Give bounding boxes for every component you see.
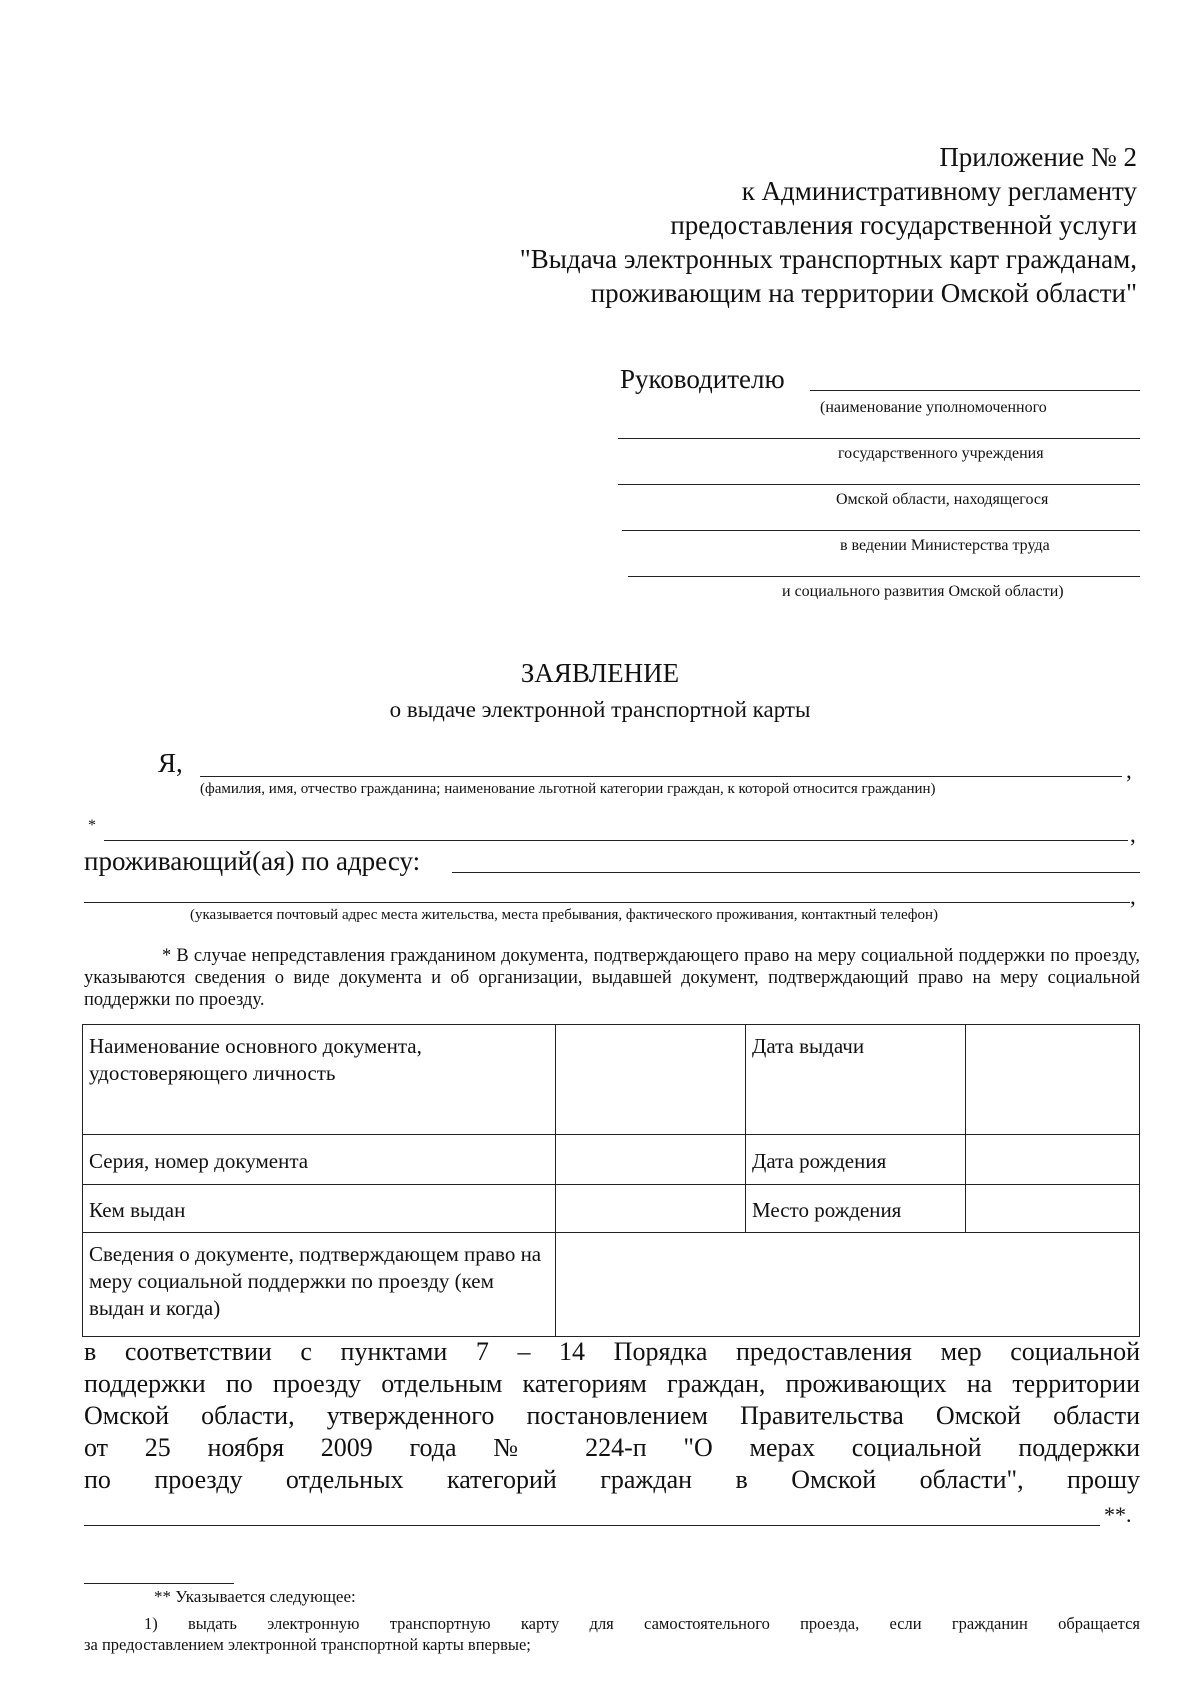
appendix-service-name-1: "Выдача электронных транспортных карт гражданам, bbox=[519, 244, 1137, 274]
addressee-hint-2: государственного учреждения bbox=[838, 445, 1044, 462]
request-line-1: в соответствии с пунктами 7 – 14 Порядка предоставления мер социальной bbox=[84, 1337, 1140, 1366]
identity-document-label: Наименование основного документа, удостоверяющего личность bbox=[83, 1025, 556, 1135]
request-line-2: поддержки по проезду отдельным категориям граждан, проживающих на территории bbox=[84, 1369, 1140, 1398]
issue-date-label: Дата выдачи bbox=[746, 1025, 966, 1135]
applicant-name-line bbox=[200, 776, 1122, 777]
addressee-hint-3: Омской области, находящегося bbox=[836, 491, 1049, 508]
appendix-number: Приложение № 2 bbox=[939, 142, 1137, 172]
footnote-separator bbox=[84, 1583, 234, 1584]
table-row bbox=[83, 1233, 1140, 1337]
applicant-name-comma: , bbox=[1126, 758, 1132, 783]
category-comma: , bbox=[1130, 822, 1136, 847]
request-line-4: от 25 ноября 2009 года № 224-п "О мерах социальной поддержки bbox=[84, 1433, 1140, 1462]
series-number-label: Серия, номер документа bbox=[83, 1135, 556, 1185]
request-double-star: **. bbox=[1104, 1502, 1132, 1527]
address-comma: , bbox=[1130, 884, 1136, 909]
addressee-line-3 bbox=[618, 484, 1140, 485]
table-row bbox=[83, 1185, 1140, 1233]
document-title: ЗАЯВЛЕНИЕ bbox=[520, 658, 680, 688]
category-line bbox=[104, 840, 1128, 841]
request-line-5: по проезду отдельных категорий граждан в Омской области", прошу bbox=[84, 1465, 1140, 1494]
address-label: проживающий(ая) по адресу: bbox=[84, 846, 421, 876]
request-paragraph bbox=[84, 1336, 1140, 1496]
request-fill-line bbox=[84, 1525, 1100, 1526]
addressee-line-4 bbox=[622, 530, 1140, 531]
addressee-hint-5: и социального развития Омской области) bbox=[782, 583, 1064, 600]
footnote-item-1-cont: за предоставлением электронной транспортной карты впервые; bbox=[84, 1635, 531, 1654]
addressee-label: Руководителю bbox=[620, 364, 785, 394]
benefit-document-field[interactable] bbox=[556, 1233, 1140, 1337]
appendix-service: предоставления государственной услуги bbox=[670, 210, 1137, 240]
issued-by-label: Кем выдан bbox=[83, 1185, 556, 1233]
applicant-name-hint: (фамилия, имя, отчество гражданина; наименование льготной категории граждан, к которой относится гражданин) bbox=[200, 781, 936, 797]
identity-document-field[interactable] bbox=[556, 1025, 746, 1135]
issue-date-field[interactable] bbox=[966, 1025, 1140, 1135]
star-note: * В случае непредставления гражданином документа, подтверждающего право на меру социальной поддержки по проезду, указываются сведения о виде документа и об организации, выдавшей документ, подтверждающий право на меру социальной поддержки по проезду. bbox=[84, 946, 1140, 1010]
footnote-title: ** Указывается следующее: bbox=[154, 1587, 356, 1606]
category-star: * bbox=[88, 817, 96, 834]
address-line-2 bbox=[84, 902, 1130, 903]
issued-by-field[interactable] bbox=[556, 1185, 746, 1233]
applicant-prefix: Я, bbox=[158, 748, 183, 778]
birth-date-field[interactable] bbox=[966, 1135, 1140, 1185]
request-line-3: Омской области, утвержденного постановлением Правительства Омской области bbox=[84, 1401, 1140, 1430]
document-subtitle: о выдаче электронной транспортной карты bbox=[389, 697, 811, 722]
appendix-header bbox=[337, 142, 1137, 308]
footnote-item-1: 1) выдать электронную транспортную карту для самостоятельного проезда, если гражданин обращается bbox=[144, 1614, 1140, 1633]
birth-place-label: Место рождения bbox=[746, 1185, 966, 1233]
address-hint: (указывается почтовый адрес места жительства, места пребывания, фактического проживания, контактный телефон) bbox=[190, 907, 939, 923]
addressee-hint-1: (наименование уполномоченного bbox=[820, 399, 1047, 416]
address-line-1 bbox=[452, 872, 1140, 873]
appendix-reference: к Административному регламенту bbox=[741, 176, 1137, 206]
documents-table bbox=[82, 1024, 1140, 1337]
table-row bbox=[83, 1135, 1140, 1185]
birth-place-field[interactable] bbox=[966, 1185, 1140, 1233]
appendix-service-name-2: проживающим на территории Омской области" bbox=[590, 278, 1137, 308]
benefit-document-label: Сведения о документе, подтверждающем право на меру социальной поддержки по проезду (кем выдан и когда) bbox=[83, 1233, 556, 1337]
addressee-line-1 bbox=[810, 390, 1140, 391]
addressee-line-5 bbox=[628, 576, 1140, 577]
birth-date-label: Дата рождения bbox=[746, 1135, 966, 1185]
addressee-hint-4: в ведении Министерства труда bbox=[840, 537, 1050, 554]
table-row bbox=[83, 1025, 1140, 1135]
addressee-line-2 bbox=[618, 438, 1140, 439]
series-number-field[interactable] bbox=[556, 1135, 746, 1185]
